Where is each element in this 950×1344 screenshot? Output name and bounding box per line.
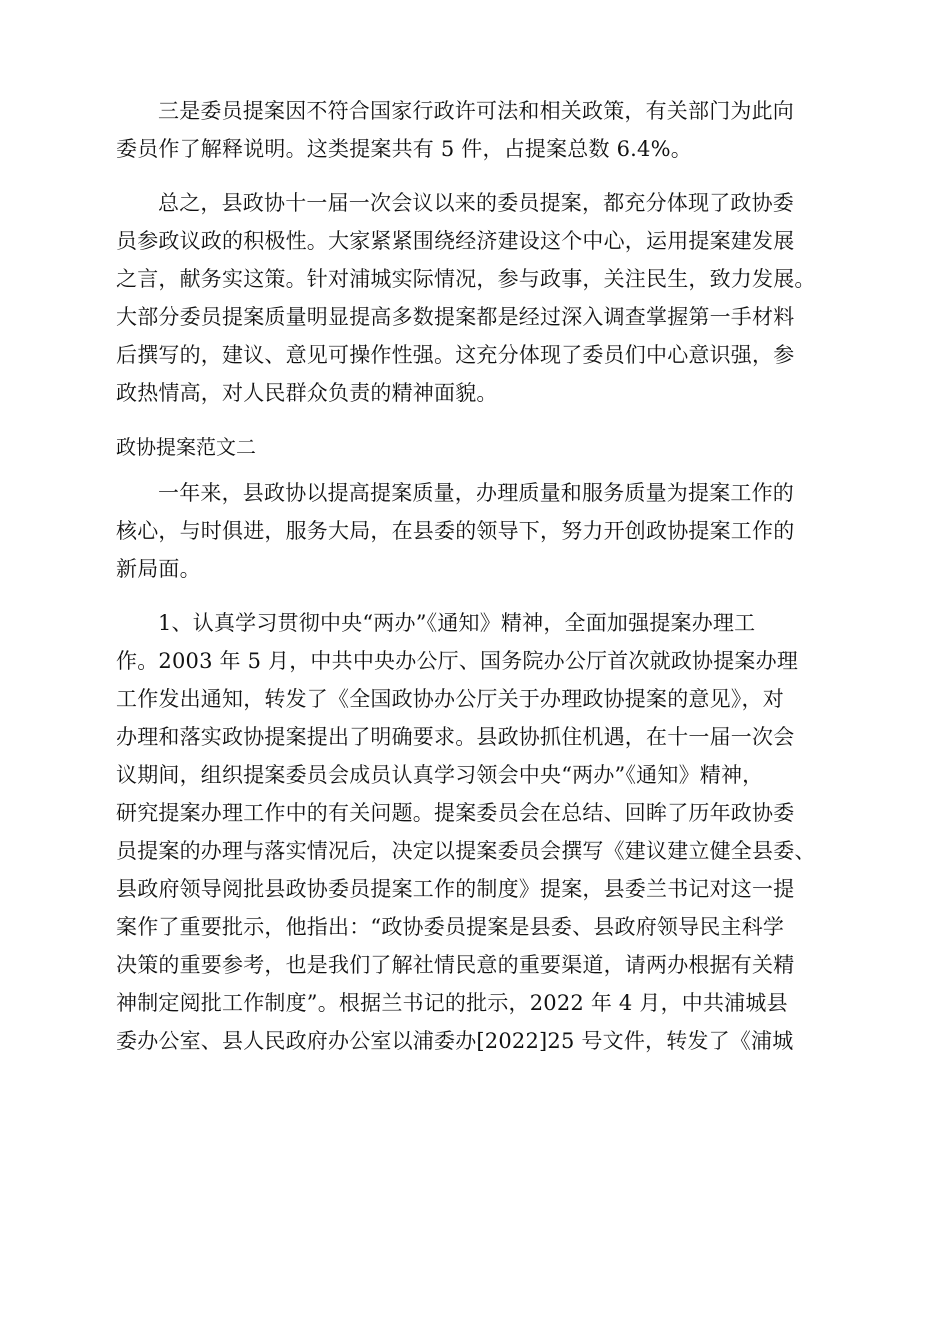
- text-line: 核心，与时俱进，服务大局，在县委的领导下，努力开创政协提案工作的: [116, 519, 795, 543]
- paragraph-proposals-explained: [116, 92, 836, 168]
- paragraph-point-one: [116, 604, 836, 1060]
- text-line: 员参政议政的积极性。大家紧紧围绕经济建设这个中心，运用提案建发展: [116, 229, 795, 253]
- text-line: 决策的重要参考，也是我们了解社情民意的重要渠道，请两办根据有关精: [116, 953, 795, 977]
- document-page: [116, 92, 836, 1076]
- text-line: 工作发出通知，转发了《全国政协办公厅关于办理政协提案的意见》，对: [116, 687, 784, 711]
- text-line: 之言，献务实这策。针对浦城实际情况，参与政事，关注民生，致力发展。: [116, 267, 816, 291]
- text-line: 总之，县政协十一届一次会议以来的委员提案，都充分体现了政协委: [158, 191, 794, 215]
- text-line: 政热情高，对人民群众负责的精神面貌。: [116, 381, 498, 405]
- text-line: 委办公室、县人民政府办公室以浦委办[2022]25 号文件，转发了《浦城: [116, 1029, 794, 1053]
- text-line: 大部分委员提案质量明显提高多数提案都是经过深入调查掌握第一手材料: [116, 305, 795, 329]
- text-line: 作。2003 年 5 月，中共中央办公厅、国务院办公厅首次就政协提案办理: [116, 649, 799, 673]
- text-line: 县政府领导阅批县政协委员提案工作的制度》提案，县委兰书记对这一提: [116, 877, 795, 901]
- text-line: 员提案的办理与落实情况后，决定以提案委员会撰写《建议建立健全县委、: [116, 839, 816, 863]
- text-line: 研究提案办理工作中的有关问题。提案委员会在总结、回眸了历年政协委: [116, 801, 795, 825]
- section-heading: 政协提案范文二: [116, 435, 256, 459]
- text-line: 案作了重要批示，他指出：“政协委员提案是县委、县政府领导民主科学: [116, 915, 785, 939]
- paragraph-intro: [116, 474, 836, 588]
- text-line: 办理和落实政协提案提出了明确要求。县政协抓住机遇，在十一届一次会: [116, 725, 795, 749]
- text-line: 议期间，组织提案委员会成员认真学习领会中央“两办”《通知》精神，: [116, 763, 764, 787]
- text-line: 三是委员提案因不符合国家行政许可法和相关政策，有关部门为此向: [158, 99, 794, 123]
- text-line: 1、认真学习贯彻中央“两办”《通知》精神，全面加强提案办理工: [158, 611, 756, 635]
- text-line: 委员作了解释说明。这类提案共有 5 件，占提案总数 6.4%。: [116, 137, 692, 161]
- text-line: 新局面。: [116, 557, 201, 581]
- text-line: 后撰写的，建议、意见可操作性强。这充分体现了委员们中心意识强，参: [116, 343, 795, 367]
- text-line: 神制定阅批工作制度”。根据兰书记的批示，2022 年 4 月，中共浦城县: [116, 991, 788, 1015]
- paragraph-summary: [116, 184, 836, 412]
- text-line: 一年来，县政协以提高提案质量，办理质量和服务质量为提案工作的: [158, 481, 794, 505]
